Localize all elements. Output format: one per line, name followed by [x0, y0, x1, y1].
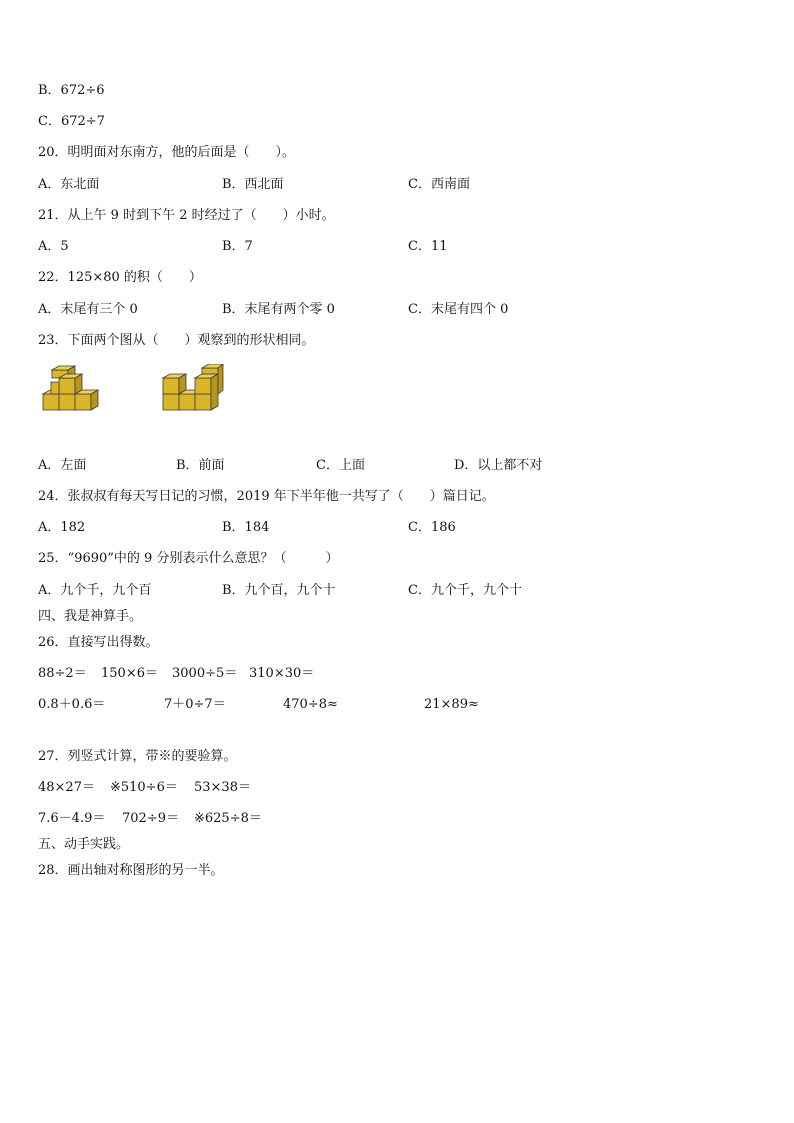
q26-item: 21×89≈ — [424, 697, 479, 712]
q23-option-d: D．以上都不对 — [454, 458, 543, 473]
q24-stem: 24．张叔叔有每天写日记的习惯，2019 年下半年他一共写了（ ）篇日记。 — [38, 489, 495, 504]
q21-stem: 21．从上午 9 时到下午 2 时经过了（ ）小时。 — [38, 208, 335, 223]
q23-stem: 23．下面两个图从（ ）观察到的形状相同。 — [38, 333, 315, 348]
q22-stem: 22．125×80 的积（ ） — [38, 270, 202, 285]
q21-option-c: C．11 — [408, 239, 448, 254]
q26-item: 88÷2＝ — [38, 666, 87, 681]
q25-option-a: A．九个千，九个百 — [38, 583, 152, 598]
q23-option-c: C．上面 — [316, 458, 365, 473]
q23-figure-1-cubes — [40, 364, 102, 414]
q28-stem: 28．画出轴对称图形的另一半。 — [38, 863, 224, 878]
q27-item: ※510÷6＝ — [110, 780, 178, 795]
q25-stem: 25．“9690”中的 9 分别表示什么意思？（ ） — [38, 551, 339, 566]
q27-item: 48×27＝ — [38, 780, 95, 795]
q25-option-c: C．九个千，九个十 — [408, 583, 522, 598]
q21-option-a: A．5 — [38, 239, 69, 254]
q27-stem: 27．列竖式计算，带※的要验算。 — [38, 749, 237, 764]
q22-option-a: A．末尾有三个 0 — [38, 302, 138, 317]
q26-item: 3000÷5＝ — [172, 666, 238, 681]
q22-option-c: C．末尾有四个 0 — [408, 302, 509, 317]
q20-stem: 20．明明面对东南方，他的后面是（ ）。 — [38, 145, 296, 160]
q26-item: 470÷8≈ — [283, 697, 338, 712]
q25-option-b: B．九个百，九个十 — [222, 583, 336, 598]
section5-heading: 五、动手实践。 — [38, 837, 130, 852]
q23-figure-2-cubes — [160, 364, 226, 414]
q27-item: ※625÷8＝ — [194, 811, 262, 826]
q26-item: 0.8＋0.6＝ — [38, 697, 106, 712]
q20-option-c: C．西南面 — [408, 177, 470, 192]
q27-item: 702÷9＝ — [122, 811, 179, 826]
q22-option-b: B．末尾有两个零 0 — [222, 302, 335, 317]
q27-item: 7.6－4.9＝ — [38, 811, 106, 826]
section4-heading: 四、我是神算手。 — [38, 609, 143, 624]
q23-option-a: A．左面 — [38, 458, 87, 473]
q20-option-b: B．西北面 — [222, 177, 284, 192]
q24-option-b: B．184 — [222, 520, 270, 535]
q26-item: 150×6＝ — [101, 666, 158, 681]
q27-item: 53×38＝ — [194, 780, 251, 795]
q24-option-a: A．182 — [38, 520, 86, 535]
q20-option-a: A．东北面 — [38, 177, 100, 192]
q21-option-b: B．7 — [222, 239, 253, 254]
q19-option-b: B．672÷6 — [38, 83, 105, 98]
q26-stem: 26．直接写出得数。 — [38, 635, 159, 650]
q19-option-c: C．672÷7 — [38, 114, 105, 129]
q26-item: 310×30＝ — [249, 666, 315, 681]
q26-item: 7＋0÷7＝ — [164, 697, 226, 712]
q24-option-c: C．186 — [408, 520, 456, 535]
q23-option-b: B．前面 — [176, 458, 225, 473]
